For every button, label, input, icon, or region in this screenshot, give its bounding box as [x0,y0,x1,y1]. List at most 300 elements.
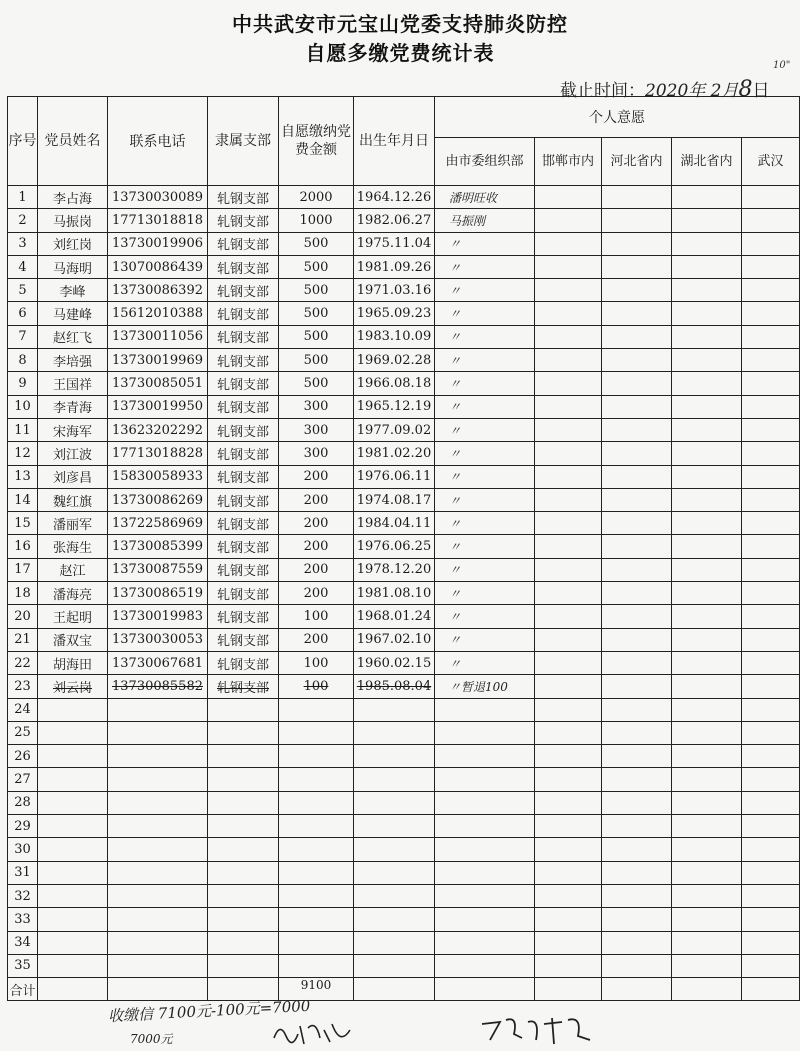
cell-empty [535,209,602,232]
cell-branch: 轧钢支部 [208,442,279,465]
cell-empty [602,861,672,884]
cell-branch: 轧钢支部 [208,651,279,674]
cell-empty [672,605,742,628]
cell-name: 赵红飞 [38,325,108,348]
cell-amount: 200 [279,628,354,651]
cell-amount [279,861,354,884]
cell-empty [535,931,602,954]
cell-empty [535,186,602,209]
table-row [8,325,800,348]
cell-note [435,838,535,861]
cell-seq: 23 [8,675,38,698]
cell-empty [535,418,602,441]
cell-empty [672,209,742,232]
cell-amount: 2000 [279,186,354,209]
cell-empty [672,465,742,488]
cell-seq: 18 [8,582,38,605]
cell-empty [742,349,800,372]
cell-amount: 100 [279,675,354,698]
cell-note: 〃 [435,488,535,511]
cell-amount: 200 [279,488,354,511]
cell-empty [672,349,742,372]
cell-empty [535,255,602,278]
table-row [8,628,800,651]
table-row [8,651,800,674]
table-row [8,698,800,721]
cell-seq: 2 [8,209,38,232]
corner-note: 10" [773,60,791,71]
cell-empty [602,488,672,511]
cell-birth [354,861,435,884]
cell-seq: 32 [8,884,38,907]
cell-empty [672,535,742,558]
cell-empty [535,675,602,698]
cell-amount: 300 [279,418,354,441]
cell-amount: 500 [279,349,354,372]
cell-phone: 13730019983 [108,605,208,628]
table-row [8,861,800,884]
cell-name: 潘双宝 [38,628,108,651]
cell-empty [742,465,800,488]
cell-seq: 3 [8,232,38,255]
col-name: 党员姓名 [38,97,108,186]
cell-birth [354,838,435,861]
cell-seq: 33 [8,908,38,931]
document-title: 中共武安市元宝山党委支持肺炎防控 [232,12,568,36]
cell-seq: 7 [8,325,38,348]
cell-empty [602,232,672,255]
cell-empty [672,232,742,255]
cell-name: 赵江 [38,558,108,581]
cell-empty [742,535,800,558]
cell-empty [602,721,672,744]
signature-image [270,1018,360,1048]
cell-name [38,908,108,931]
cell-empty [602,558,672,581]
cell-branch [208,838,279,861]
cell-name [38,721,108,744]
cell-branch: 轧钢支部 [208,209,279,232]
cell-empty [535,651,602,674]
cell-branch: 轧钢支部 [208,535,279,558]
cell-name: 刘红岗 [38,232,108,255]
cell-amount [279,791,354,814]
cell-empty [535,582,602,605]
cell-empty [672,698,742,721]
cell-branch [208,721,279,744]
cell-birth: 1975.11.04 [354,232,435,255]
cell-phone: 13070086439 [108,255,208,278]
cell-name [38,931,108,954]
cell-empty [535,372,602,395]
table-row [8,279,800,302]
cell-seq: 8 [8,349,38,372]
cell-amount [279,931,354,954]
cell-note: 〃 [435,395,535,418]
cell-name: 李青海 [38,395,108,418]
cell-empty [672,954,742,977]
table-row [8,395,800,418]
cell-empty [602,954,672,977]
cell-phone: 13730085399 [108,535,208,558]
cell-seq: 16 [8,535,38,558]
cell-empty [672,815,742,838]
col-handan: 邯郸市内 [535,138,602,186]
cell-phone [108,861,208,884]
cell-note: 〃 [435,372,535,395]
table-row [8,465,800,488]
cell-empty [742,768,800,791]
cell-note: 〃 [435,465,535,488]
cell-birth: 1960.02.15 [354,651,435,674]
cell-phone: 13730085051 [108,372,208,395]
cell-empty [742,279,800,302]
table-body [8,186,800,978]
cell-branch: 轧钢支部 [208,582,279,605]
cell-empty [672,325,742,348]
cell-note: 〃 [435,442,535,465]
cell-birth [354,721,435,744]
cell-birth [354,908,435,931]
table-row [8,675,800,698]
cell-empty [602,931,672,954]
cell-branch [208,884,279,907]
cell-phone [108,908,208,931]
cell-note [435,745,535,768]
cell-note: 〃 [435,512,535,535]
cell-seq: 27 [8,768,38,791]
cell-branch [208,931,279,954]
cell-phone: 13730011056 [108,325,208,348]
cell-branch [208,698,279,721]
cell-amount: 100 [279,651,354,674]
cell-amount: 300 [279,395,354,418]
cell-seq: 9 [8,372,38,395]
cell-birth: 1981.09.26 [354,255,435,278]
total-label: 合计 [8,978,38,1001]
cell-phone: 13730085582 [108,675,208,698]
table-row [8,232,800,255]
cell-empty [672,838,742,861]
cell-birth: 1985.08.04 [354,675,435,698]
deadline-label: 截止时间： [560,81,645,101]
cell-empty [535,279,602,302]
cell-note [435,954,535,977]
cell-empty [672,721,742,744]
cell-name: 王国祥 [38,372,108,395]
cell-empty [535,884,602,907]
cell-phone: 13730067681 [108,651,208,674]
cell-phone: 13623202292 [108,418,208,441]
cell-birth [354,815,435,838]
cell-note [435,768,535,791]
cell-branch [208,745,279,768]
cell-phone [108,815,208,838]
cell-note: 〃 [435,418,535,441]
cell-name [38,861,108,884]
cell-empty [535,325,602,348]
cell-empty [602,768,672,791]
cell-phone [108,768,208,791]
col-org-dept: 由市委组织部 [435,138,535,186]
cell-name [38,745,108,768]
cell-amount: 300 [279,442,354,465]
cell-branch: 轧钢支部 [208,418,279,441]
cell-empty [742,255,800,278]
cell-branch: 轧钢支部 [208,675,279,698]
cell-empty [742,418,800,441]
cell-empty [535,815,602,838]
cell-name: 刘云岗 [38,675,108,698]
cell-seq: 6 [8,302,38,325]
cell-empty [742,791,800,814]
table-row [8,815,800,838]
cell-empty [602,791,672,814]
cell-empty [672,442,742,465]
table-row [8,908,800,931]
table-row [8,442,800,465]
cell-empty [742,512,800,535]
cell-name: 宋海军 [38,418,108,441]
deadline-year: 2020年 [645,81,706,101]
cell-empty [742,651,800,674]
cell-seq: 15 [8,512,38,535]
cell-seq: 11 [8,418,38,441]
deadline-day: 8 [738,77,753,102]
cell-seq: 31 [8,861,38,884]
cell-branch [208,768,279,791]
cell-empty [602,582,672,605]
cell-empty [742,605,800,628]
cell-note: 〃 [435,302,535,325]
cell-empty [742,721,800,744]
cell-phone [108,721,208,744]
cell-empty [602,465,672,488]
table-row [8,791,800,814]
cell-empty [535,838,602,861]
cell-note: 马振刚 [435,209,535,232]
cell-empty [602,349,672,372]
cell-empty [535,465,602,488]
cell-amount: 200 [279,465,354,488]
cell-name: 刘江波 [38,442,108,465]
col-hebei: 河北省内 [602,138,672,186]
cell-name: 胡海田 [38,651,108,674]
cell-empty [672,488,742,511]
cell-empty [535,349,602,372]
cell-empty [742,698,800,721]
cell-note: 〃暂退100 [435,675,535,698]
cell-note: 〃 [435,349,535,372]
signature-image-2 [478,1014,598,1048]
cell-empty [535,442,602,465]
cell-name [38,954,108,977]
table-row [8,302,800,325]
table-row [8,349,800,372]
cell-empty [742,884,800,907]
cell-seq: 26 [8,745,38,768]
cell-empty [672,908,742,931]
cell-empty [742,232,800,255]
cell-empty [672,768,742,791]
cell-empty [602,651,672,674]
cell-phone: 17713018818 [108,209,208,232]
cell-note: 〃 [435,651,535,674]
cell-note [435,861,535,884]
cell-note [435,884,535,907]
deadline-month: 2月 [710,81,739,101]
cell-branch: 轧钢支部 [208,628,279,651]
cell-empty [535,512,602,535]
table-row [8,582,800,605]
table-row [8,418,800,441]
cell-phone [108,698,208,721]
cell-note [435,815,535,838]
cell-name: 马建峰 [38,302,108,325]
cell-amount: 500 [279,279,354,302]
cell-empty [602,908,672,931]
cell-name: 魏红旗 [38,488,108,511]
cell-empty [742,302,800,325]
cell-note: 〃 [435,558,535,581]
cell-empty [602,815,672,838]
cell-amount [279,884,354,907]
table-row [8,535,800,558]
table-row [8,838,800,861]
cell-empty [535,908,602,931]
cell-empty [672,861,742,884]
cell-phone: 13722586969 [108,512,208,535]
cell-empty [672,931,742,954]
cell-empty [602,698,672,721]
table-row [8,745,800,768]
cell-note: 〃 [435,582,535,605]
cell-birth [354,791,435,814]
cell-name: 马海明 [38,255,108,278]
cell-empty [742,815,800,838]
col-hubei: 湖北省内 [672,138,742,186]
cell-branch [208,908,279,931]
cell-empty [742,628,800,651]
cell-seq: 10 [8,395,38,418]
cell-birth [354,745,435,768]
total-value: 9100 [279,978,354,1001]
cell-note: 〃 [435,535,535,558]
cell-phone: 17713018828 [108,442,208,465]
cell-birth: 1965.12.19 [354,395,435,418]
cell-empty [535,628,602,651]
cell-empty [602,535,672,558]
handwritten-note: 收缴信 7100元-100元=7000 [107,996,311,1026]
cell-amount: 500 [279,325,354,348]
cell-name: 李峰 [38,279,108,302]
cell-amount: 100 [279,605,354,628]
cell-birth: 1978.12.20 [354,558,435,581]
cell-empty [742,582,800,605]
cell-amount: 500 [279,255,354,278]
cell-note: 〃 [435,255,535,278]
cell-birth: 1981.08.10 [354,582,435,605]
cell-phone: 13730030089 [108,186,208,209]
cell-empty [602,279,672,302]
cell-seq: 14 [8,488,38,511]
cell-empty [672,418,742,441]
cell-seq: 13 [8,465,38,488]
cell-empty [535,791,602,814]
cell-amount [279,745,354,768]
cell-phone: 13730030053 [108,628,208,651]
cell-birth: 1965.09.23 [354,302,435,325]
cell-phone [108,954,208,977]
cell-empty [672,302,742,325]
cell-empty [672,884,742,907]
cell-amount: 200 [279,582,354,605]
cell-birth: 1967.02.10 [354,628,435,651]
cell-birth [354,698,435,721]
cell-phone [108,931,208,954]
cell-empty [602,628,672,651]
cell-empty [742,325,800,348]
cell-amount [279,768,354,791]
cell-birth: 1969.02.28 [354,349,435,372]
cell-phone: 13730019950 [108,395,208,418]
cell-name: 王起明 [38,605,108,628]
cell-empty [602,186,672,209]
cell-note: 〃 [435,628,535,651]
cell-empty [742,558,800,581]
cell-empty [672,582,742,605]
cell-branch: 轧钢支部 [208,232,279,255]
cell-branch: 轧钢支部 [208,349,279,372]
cell-phone: 13730086392 [108,279,208,302]
cell-seq: 12 [8,442,38,465]
cell-birth: 1971.03.16 [354,279,435,302]
col-wuhan: 武汉 [742,138,800,186]
cell-note [435,931,535,954]
cell-branch: 轧钢支部 [208,558,279,581]
cell-empty [672,512,742,535]
cell-branch: 轧钢支部 [208,465,279,488]
cell-note [435,908,535,931]
cell-phone: 13730086269 [108,488,208,511]
cell-name [38,838,108,861]
cell-empty [535,721,602,744]
cell-branch: 轧钢支部 [208,488,279,511]
cell-phone: 13730019906 [108,232,208,255]
cell-birth: 1974.08.17 [354,488,435,511]
cell-empty [535,698,602,721]
cell-name [38,698,108,721]
cell-amount: 500 [279,232,354,255]
cell-empty [742,186,800,209]
cell-note: 〃 [435,605,535,628]
col-branch: 隶属支部 [208,97,279,186]
cell-phone: 15612010388 [108,302,208,325]
document-subtitle: 自愿多缴党费统计表 [305,41,495,65]
cell-branch: 轧钢支部 [208,605,279,628]
cell-note: 潘明旺收 [435,186,535,209]
cell-seq: 29 [8,815,38,838]
cell-amount: 200 [279,535,354,558]
cell-empty [742,954,800,977]
cell-branch [208,954,279,977]
cell-empty [602,884,672,907]
table-row [8,186,800,209]
cell-branch: 轧钢支部 [208,395,279,418]
cell-empty [602,372,672,395]
cell-empty [672,628,742,651]
cell-branch: 轧钢支部 [208,302,279,325]
